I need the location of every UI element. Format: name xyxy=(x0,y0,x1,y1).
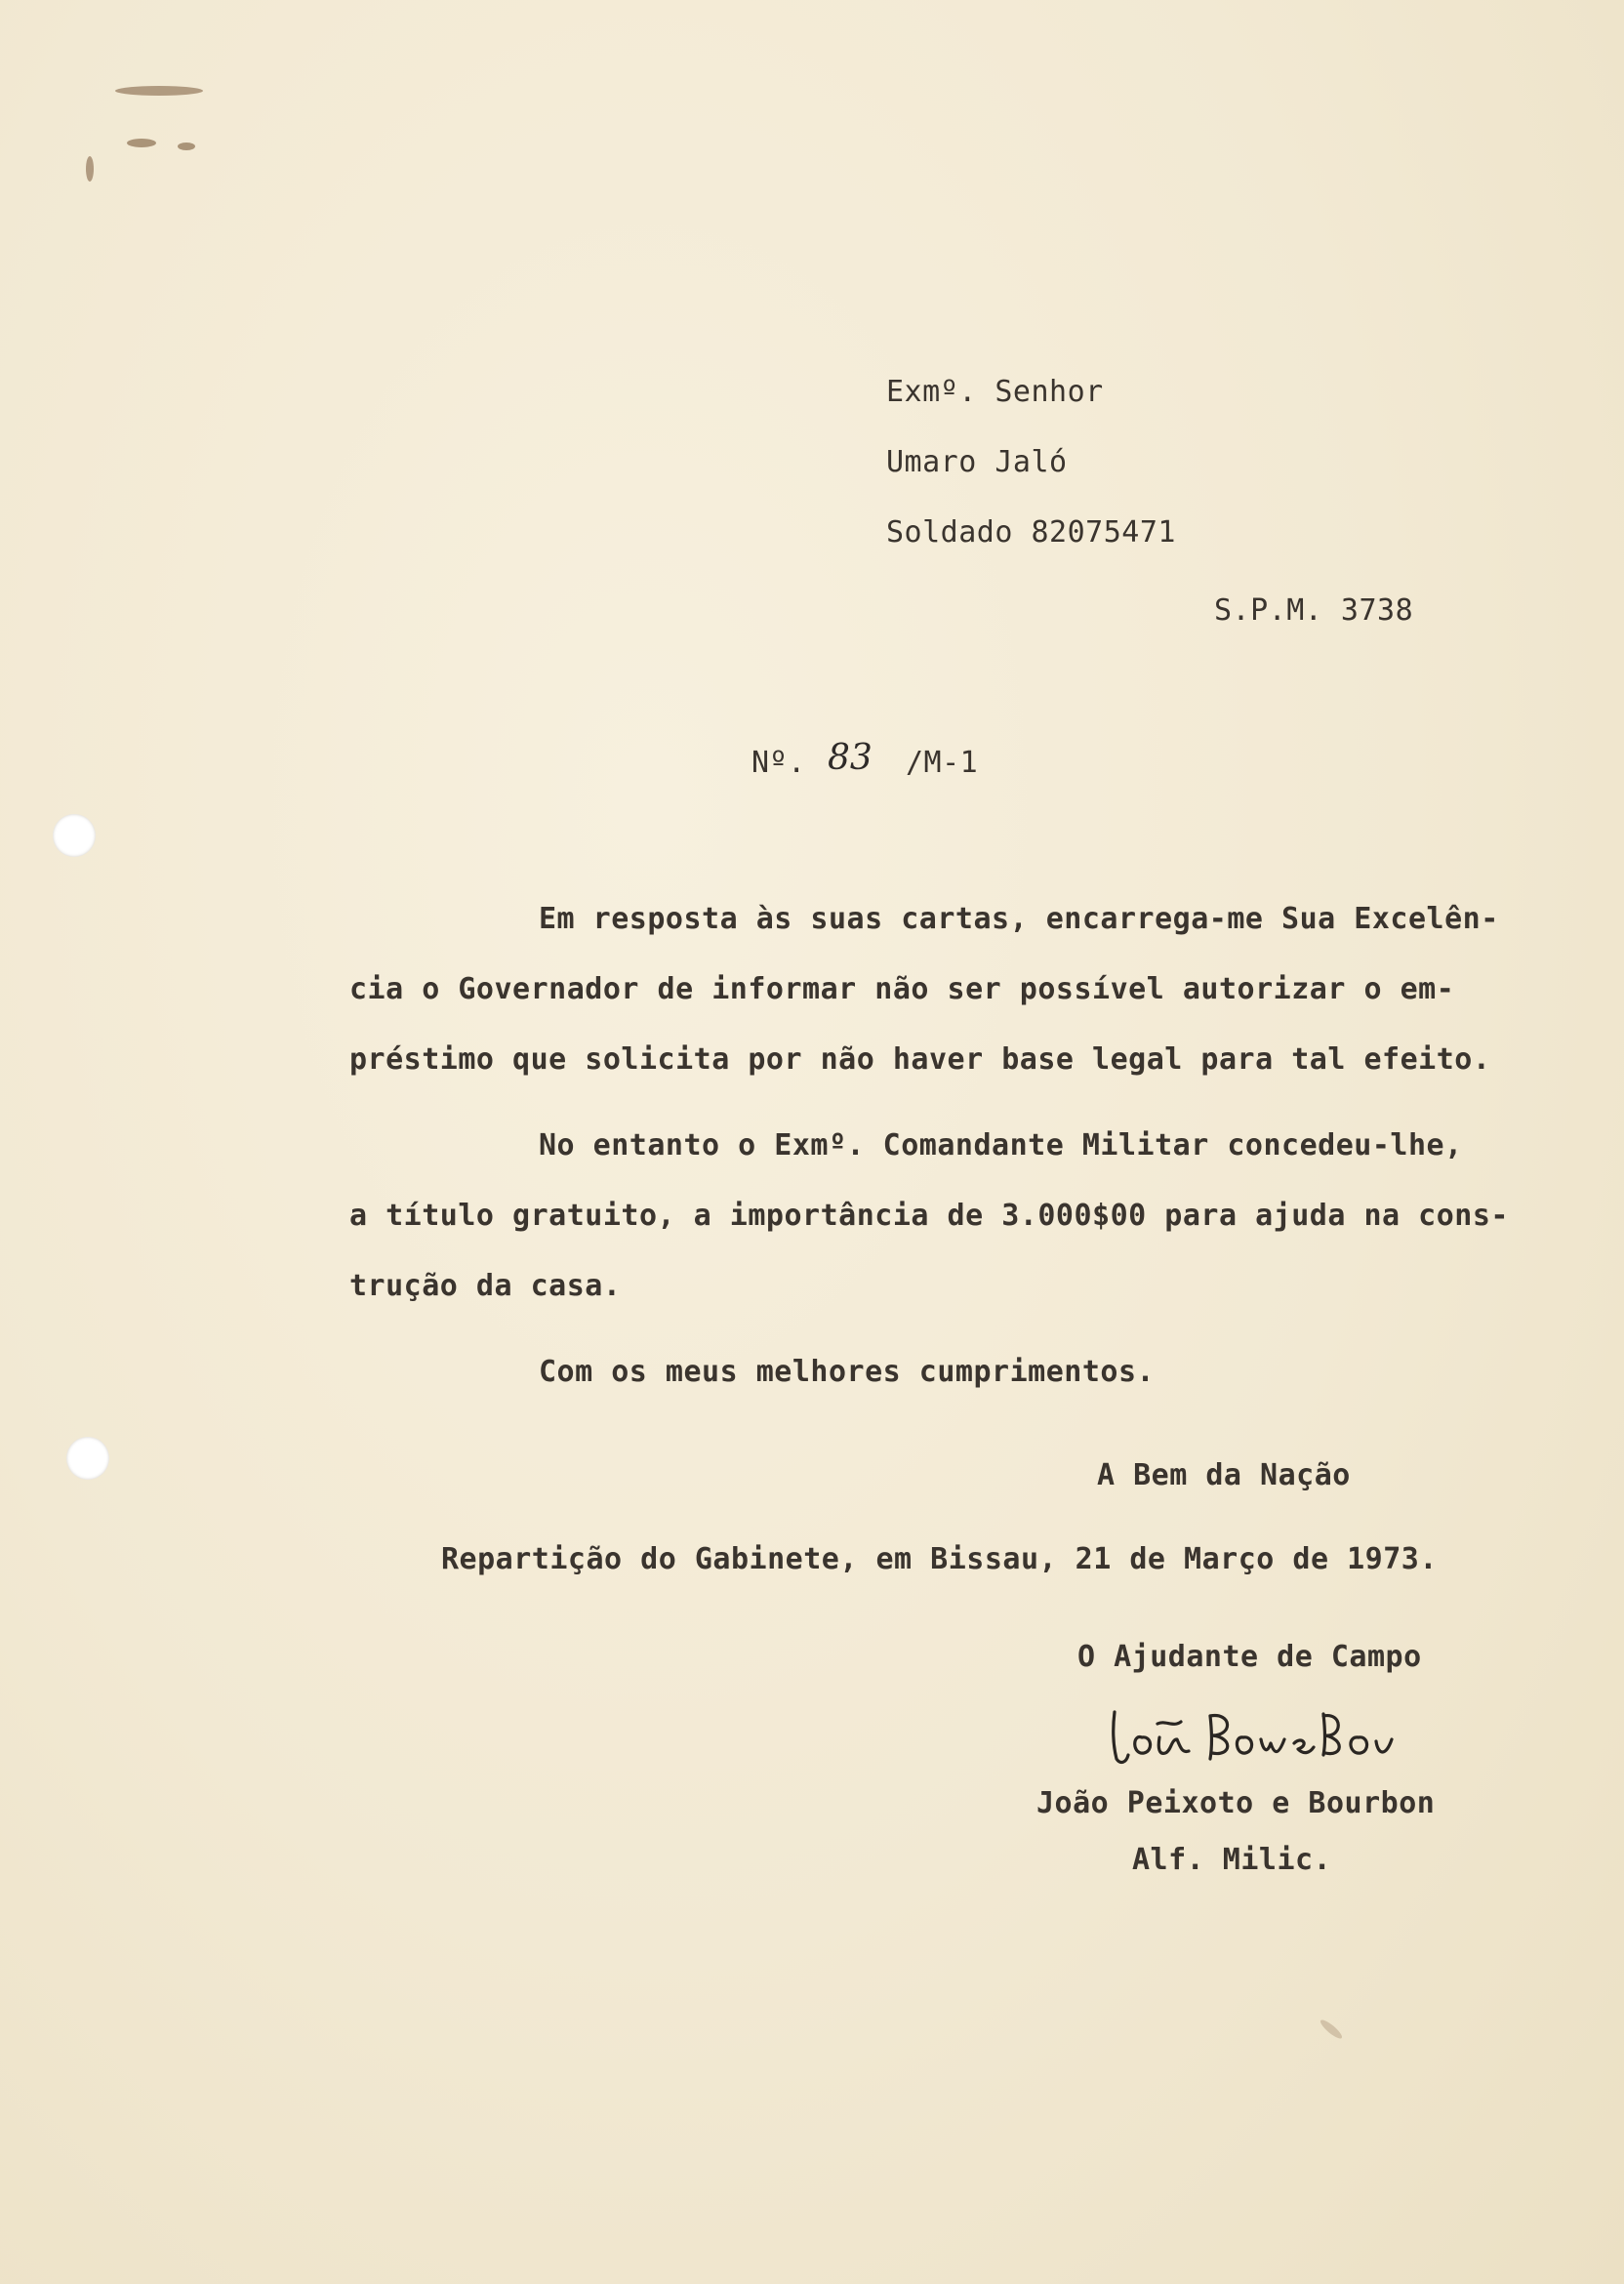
punch-hole xyxy=(66,1437,109,1480)
rust-stain xyxy=(1319,2018,1345,2041)
signer-name: João Peixoto e Bourbon xyxy=(1036,1786,1436,1820)
body-paragraph-2-line-2: a título gratuito, a importância de 3.000$00 para ajuda na cons- xyxy=(349,1199,1509,1233)
rust-stain xyxy=(86,156,94,182)
body-paragraph-1-line-1: Em resposta às suas cartas, encarrega-me Sua Excelên- xyxy=(539,902,1499,936)
recipient-rank-number: Soldado 82075471 xyxy=(886,515,1176,550)
body-paragraph-3: Com os meus melhores cumprimentos. xyxy=(539,1355,1156,1389)
rust-stain xyxy=(127,139,156,147)
recipient-name: Umaro Jaló xyxy=(886,445,1068,479)
handwritten-signature xyxy=(1103,1694,1396,1773)
closing-motto: A Bem da Nação xyxy=(1097,1458,1351,1492)
salutation: Exmº. Senhor xyxy=(886,375,1104,409)
body-paragraph-2-line-3: trução da casa. xyxy=(349,1269,622,1303)
reference-suffix: /M-1 xyxy=(906,746,979,780)
body-paragraph-1-line-2: cia o Governador de informar não ser possível autorizar o em- xyxy=(349,972,1455,1006)
signer-title: O Ajudante de Campo xyxy=(1077,1640,1422,1674)
body-paragraph-2-line-1: No entanto o Exmº. Comandante Militar concedeu-lhe, xyxy=(539,1128,1463,1162)
body-paragraph-1-line-3: préstimo que solicita por não haver base legal para tal efeito. xyxy=(349,1042,1491,1077)
signer-rank: Alf. Milic. xyxy=(1132,1843,1332,1877)
reference-number-handwritten: 83 xyxy=(828,738,873,778)
place-and-date: Repartição do Gabinete, em Bissau, 21 de Março de 1973. xyxy=(441,1542,1438,1576)
punch-hole xyxy=(53,814,96,857)
reference-prefix: Nº. xyxy=(751,746,806,780)
rust-stain xyxy=(178,143,195,150)
rust-stain xyxy=(115,86,203,96)
postal-service-number: S.P.M. 3738 xyxy=(1214,593,1414,628)
